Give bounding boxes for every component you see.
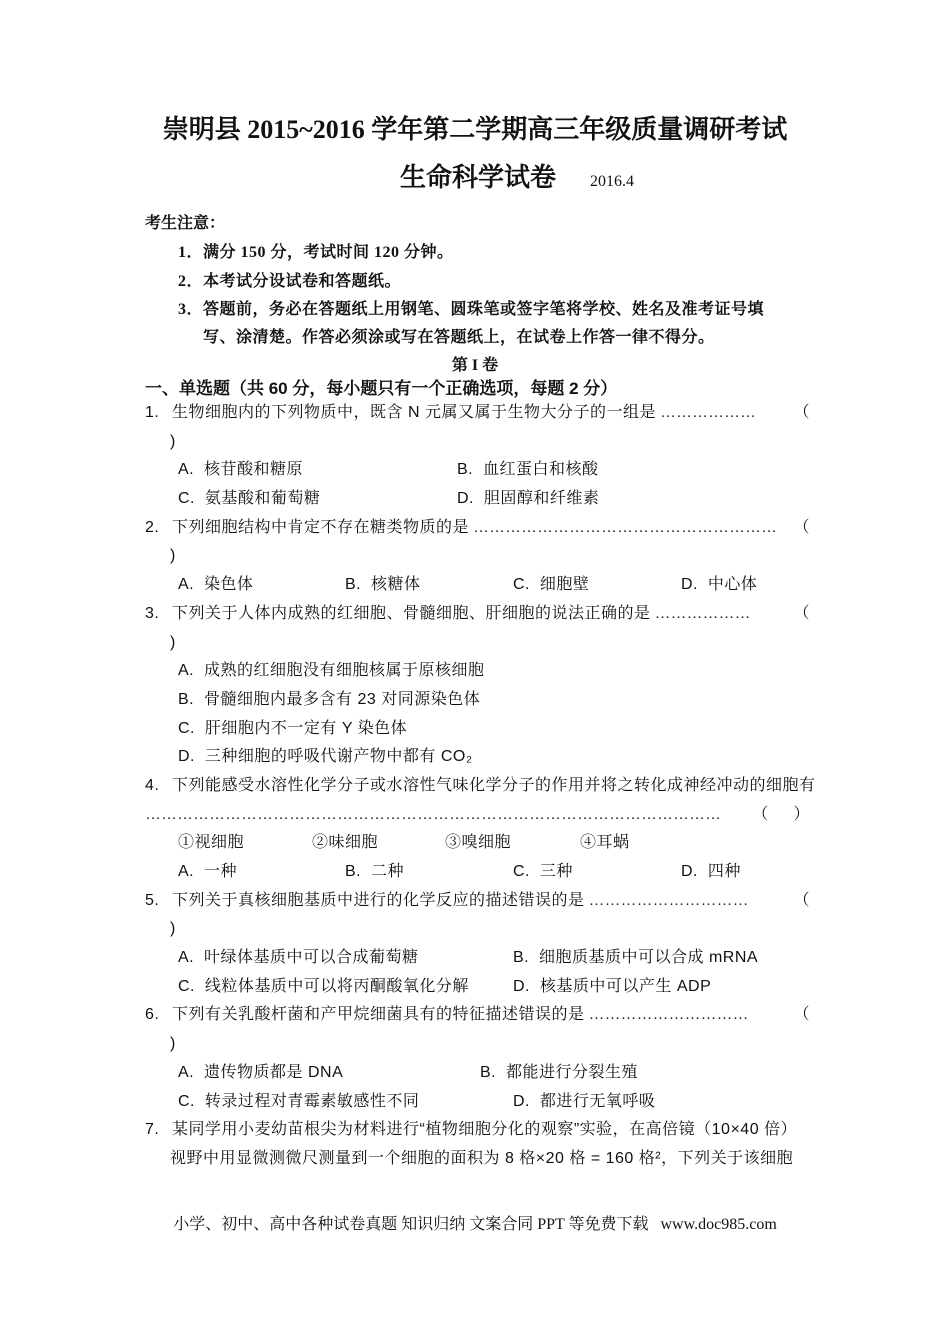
answer-paren-close: ) xyxy=(170,1035,176,1053)
question-stem-line xyxy=(145,1001,810,1030)
answer-paren-close: ) xyxy=(170,432,176,450)
volume-label: 第 I 卷 xyxy=(451,357,499,374)
options-row xyxy=(145,858,810,887)
answer-paren-line xyxy=(145,915,810,944)
option-c: C. 氨基酸和葡萄糖 xyxy=(178,490,321,508)
question-number: 7. xyxy=(145,1121,160,1139)
options-row xyxy=(145,715,810,744)
option-c: C. 转录过程对青霉素敏感性不同 xyxy=(178,1092,420,1110)
question-stem-line xyxy=(145,514,810,543)
notice-heading: 考生注意： xyxy=(145,215,226,232)
option-d: D. 中心体 xyxy=(681,576,758,594)
option-b: B. 细胞质基质中可以合成 mRNA xyxy=(513,949,759,967)
answer-paren-open: （ xyxy=(793,1006,810,1024)
options-row xyxy=(145,657,810,686)
notice-item-3-continued: 写、涂清楚。作答必须涂或写在答题纸上，在试卷上作答一律不得分。 xyxy=(203,329,715,346)
question-4 xyxy=(145,772,816,887)
option-c: C. 肝细胞内不一定有 Y 染色体 xyxy=(178,719,408,737)
answer-paren-close: ) xyxy=(170,920,176,938)
question-stem: 下列能感受水溶性化学分子或水溶性气味化学分子的作用并将之转化成神经冲动的细胞有 xyxy=(172,776,816,794)
dot-leader: ……………… xyxy=(654,604,751,622)
question-number: 5. xyxy=(145,891,160,909)
answer-paren-open: （ xyxy=(793,518,810,536)
question-number: 4. xyxy=(145,776,160,794)
answer-paren-line xyxy=(145,1030,810,1059)
options-row xyxy=(145,973,810,1002)
options-row xyxy=(145,1059,810,1088)
option-b: B. 核糖体 xyxy=(345,576,421,594)
answer-paren-line xyxy=(145,629,810,658)
options-row xyxy=(145,743,810,772)
notice-item-1: 1．满分 150 分，考试时间 120 分钟。 xyxy=(178,244,454,261)
question-stem: 下列有关乳酸杆菌和产甲烷细菌具有的特征描述错误的是 xyxy=(172,1006,585,1024)
question-stem: 下列关于真核细胞基质中进行的化学反应的描述错误的是 xyxy=(172,891,585,909)
dot-leader: ………………………… xyxy=(588,891,749,909)
answer-paren-line xyxy=(145,542,810,571)
dot-leader-line xyxy=(145,801,810,830)
answer-paren-line xyxy=(145,428,810,457)
question-stem: 下列关于人体内成熟的红细胞、骨髓细胞、肝细胞的说法正确的是 xyxy=(172,604,651,622)
question-number: 6. xyxy=(145,1006,160,1024)
statement-items-row xyxy=(145,829,810,858)
section-heading: 一、单选题（共 60 分，每小题只有一个正确选项，每题 2 分） xyxy=(145,379,618,398)
option-b: B. 二种 xyxy=(345,863,405,880)
option-c: C. 线粒体基质中可以将丙酮酸氧化分解 xyxy=(178,977,469,995)
dot-leader: ……………………………………………………………………………………………… xyxy=(145,805,721,823)
question-5 xyxy=(145,887,810,1002)
notice-item-3: 3．答题前，务必在答题纸上用钢笔、圆珠笔或签字笔将学校、姓名及准考证号填 xyxy=(178,301,765,318)
footer-banner: 小学、初中、高中各种试卷真题 知识归纳 文案合同 PPT 等免费下载 www.doc985.com xyxy=(173,1216,777,1233)
subtitle-row xyxy=(400,161,634,199)
answer-paren: （ ） xyxy=(752,805,810,823)
question-2 xyxy=(145,514,810,600)
answer-paren-close: ) xyxy=(170,633,176,651)
question-stem-line xyxy=(145,600,810,629)
option-b: B. 都能进行分裂生殖 xyxy=(480,1063,639,1081)
option-c: C. 三种 xyxy=(513,863,573,880)
exam-title: 崇明县 2015~2016 学年第二学期高三年级质量调研考试 xyxy=(162,115,788,144)
question-stem-line xyxy=(145,399,810,428)
options-row xyxy=(145,1088,810,1117)
paper-subject-title: 生命科学试卷 xyxy=(400,163,557,192)
question-3 xyxy=(145,600,810,772)
statement-item-3: ③嗅细胞 xyxy=(445,834,512,852)
answer-paren-open: （ xyxy=(793,604,810,622)
statement-item-4: ④耳蜗 xyxy=(580,834,630,852)
question-stem-continued: 视野中用显微测微尺测量到一个细胞的面积为 8 格×20 格 = 160 格²，下列关于该细胞 xyxy=(170,1149,794,1167)
question-7 xyxy=(145,1116,810,1173)
option-d: D. 三种细胞的呼吸代谢产物中都有 CO₂ xyxy=(178,748,473,766)
option-a: A. 遗传物质都是 DNA xyxy=(178,1063,344,1081)
statement-item-2: ②味细胞 xyxy=(312,834,379,852)
question-list xyxy=(145,399,816,1174)
question-number: 1. xyxy=(145,404,160,421)
option-a: A. 核苷酸和糖原 xyxy=(178,461,304,479)
option-a: A. 染色体 xyxy=(178,576,254,594)
question-number: 3. xyxy=(145,604,160,622)
options-row xyxy=(145,456,810,485)
options-row xyxy=(145,571,810,600)
option-b: B. 骨髓细胞内最多含有 23 对同源染色体 xyxy=(178,690,481,708)
statement-item-1: ①视细胞 xyxy=(178,834,245,852)
options-row xyxy=(145,944,810,973)
option-d: D. 核基质中可以产生 ADP xyxy=(513,977,712,995)
notice-item-2: 2．本考试分设试卷和答题纸。 xyxy=(178,273,402,290)
exam-date: 2016.4 xyxy=(590,173,635,190)
question-stem: 生物细胞内的下列物质中，既含 N 元属又属于生物大分子的一组是 xyxy=(172,404,656,421)
question-stem: 下列细胞结构中肯定不存在糖类物质的是 xyxy=(172,518,470,536)
question-stem-line xyxy=(145,1116,810,1145)
question-stem-line xyxy=(145,887,810,916)
option-c: C. 细胞壁 xyxy=(513,576,590,594)
option-d: D. 都进行无氧呼吸 xyxy=(513,1092,656,1110)
answer-paren-open: （ xyxy=(793,404,810,421)
option-d: D. 胆固醇和纤维素 xyxy=(457,490,600,508)
dot-leader: ………………………………………………… xyxy=(473,518,778,536)
option-a: A. 叶绿体基质中可以合成葡萄糖 xyxy=(178,949,419,967)
options-row xyxy=(145,686,810,715)
option-a: A. 一种 xyxy=(178,863,238,880)
dot-leader: ………………………… xyxy=(588,1006,749,1024)
question-number: 2. xyxy=(145,518,160,536)
dot-leader: ……………… xyxy=(659,404,756,421)
question-stem-line xyxy=(145,772,816,801)
question-stem: 某同学用小麦幼苗根尖为材料进行“植物细胞分化的观察”实验，在高倍镜（10×40 倍） xyxy=(172,1121,798,1139)
question-6 xyxy=(145,1001,810,1116)
answer-paren-open: （ xyxy=(793,891,810,909)
answer-paren-close: ) xyxy=(170,547,176,565)
question-1 xyxy=(145,399,810,514)
options-row xyxy=(145,485,810,514)
option-a: A. 成熟的红细胞没有细胞核属于原核细胞 xyxy=(178,662,485,680)
question-stem-continued-line xyxy=(145,1145,810,1174)
option-d: D. 四种 xyxy=(681,863,741,880)
option-b: B. 血红蛋白和核酸 xyxy=(457,461,599,479)
